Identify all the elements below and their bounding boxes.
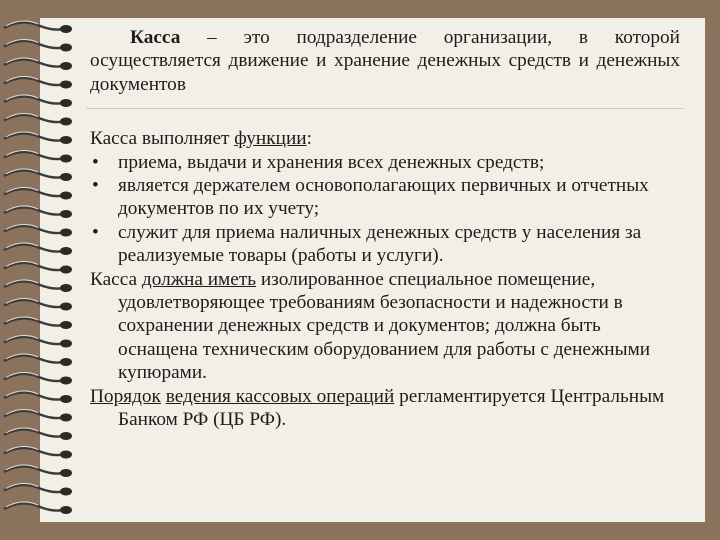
binding-ring-icon	[4, 483, 72, 495]
bullet-icon: •	[92, 175, 99, 197]
function-item: • приема, выдачи и хранения всех денежных средств;	[92, 151, 545, 173]
binding-ring-icon	[4, 409, 72, 421]
must-have-link[interactable]: должна иметь	[141, 268, 257, 290]
procedure-paragraph: Порядок ведения кассовых операций регламентируется Центральным Банком РФ (ЦБ РФ).	[90, 385, 665, 431]
procedure-link[interactable]: Порядок	[90, 385, 161, 407]
binding-ring-icon	[4, 298, 72, 310]
binding-ring-icon	[4, 446, 72, 458]
divider-line	[86, 108, 684, 109]
binding-ring-icon	[4, 261, 72, 273]
cash-operations-link[interactable]: ведения кассовых операций	[165, 385, 395, 407]
must-have-paragraph: Касса должна иметь изолированное специальное помещение, удовлетворяющее требованиям безопасности и надежности в сохранении денежных средств и документов; должна быть оснащена техническим оборудованием для работы с денежными купюрами.	[90, 268, 651, 384]
binding-ring-icon	[4, 428, 72, 440]
binding-ring-icon	[4, 206, 72, 218]
binding-ring-icon	[4, 391, 72, 403]
definition-text: – это подразделение организации, в которой осуществляется движение и хранение денежных средств и денежных документов	[90, 27, 680, 95]
slide-content	[90, 26, 680, 432]
binding-ring-icon	[4, 150, 72, 162]
binding-ring-icon	[4, 372, 72, 384]
binding-ring-icon	[4, 95, 72, 107]
binding-ring-icon	[4, 502, 72, 514]
binding-ring-icon	[4, 132, 72, 144]
binding-ring-icon	[4, 317, 72, 329]
functions-heading: Касса выполняет функции:	[90, 128, 312, 150]
bullet-icon: •	[92, 151, 99, 173]
binding-ring-icon	[4, 169, 72, 181]
binding-ring-icon	[4, 58, 72, 70]
binding-ring-icon	[4, 335, 72, 347]
binding-ring-icon	[4, 224, 72, 236]
binding-ring-icon	[4, 280, 72, 292]
binding-ring-icon	[4, 21, 72, 33]
function-item: • служит для приема наличных денежных средств у населения за реализуемые товары (работы и услуги).	[92, 221, 642, 267]
bullet-icon: •	[92, 221, 99, 243]
intro-paragraph	[90, 26, 680, 96]
term-kassa: Касса	[130, 27, 181, 48]
binding-ring-icon	[4, 354, 72, 366]
binding-ring-icon	[4, 76, 72, 88]
binding-ring-icon	[4, 187, 72, 199]
binding-ring-icon	[4, 465, 72, 477]
functions-link[interactable]: функции	[234, 128, 307, 150]
binding-ring-icon	[4, 113, 72, 125]
function-item: • является держателем основополагающих первичных и отчетных документов по их учету;	[92, 175, 649, 220]
binding-ring-icon	[4, 243, 72, 255]
binding-ring-icon	[4, 39, 72, 51]
spiral-binding	[0, 10, 80, 530]
